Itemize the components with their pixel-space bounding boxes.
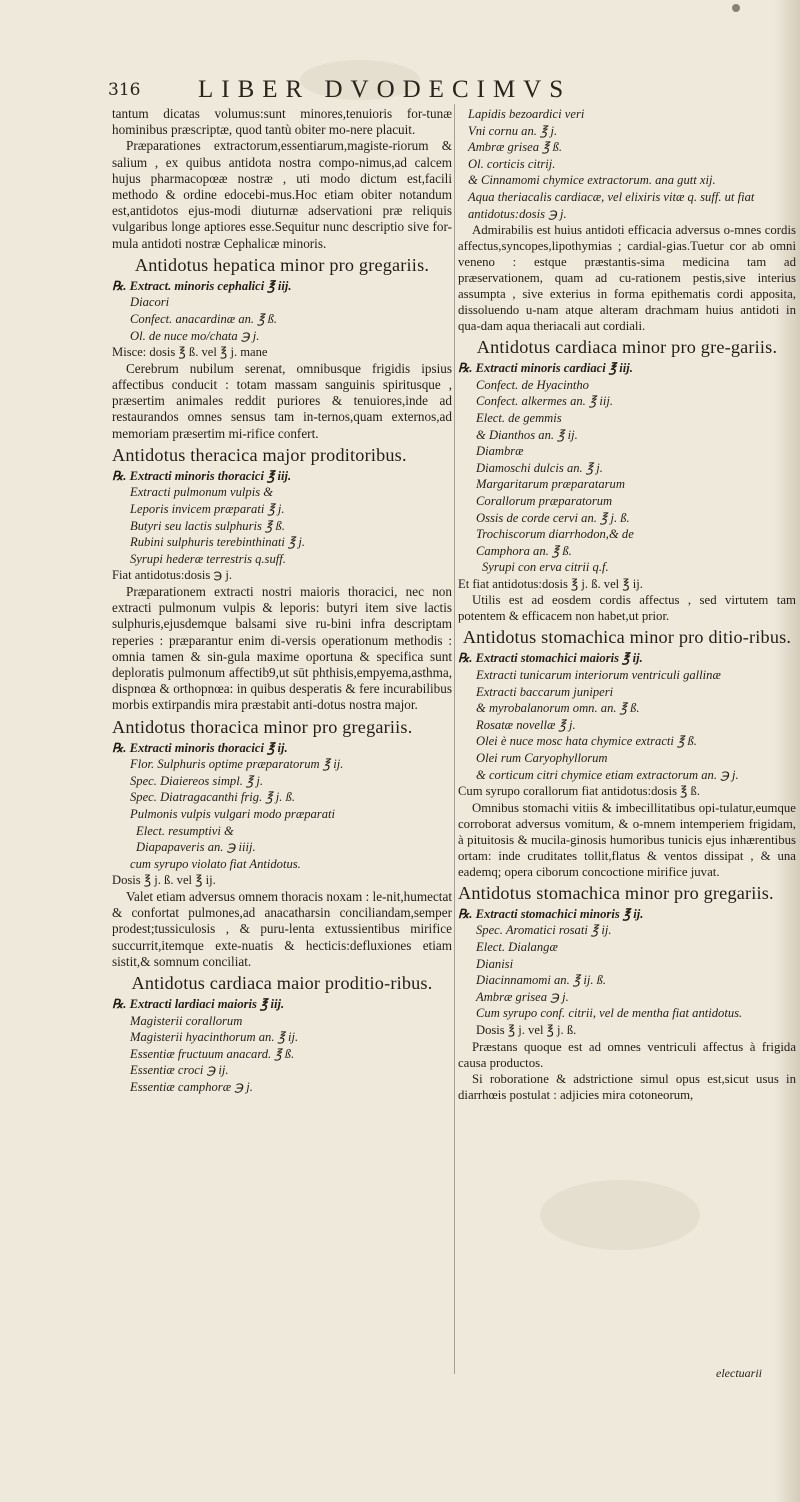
recipe-line: Confect. alkermes an. ℥ iij. bbox=[476, 394, 614, 409]
recipe-line: Elect. Dialangæ bbox=[476, 940, 558, 954]
recipe-list bbox=[458, 650, 796, 799]
recipe-line: Diambræ bbox=[476, 444, 524, 459]
ink-dot bbox=[732, 4, 740, 12]
recipe-line: Confect. anacardinæ an. ℥ ß. bbox=[130, 312, 278, 327]
recipe-line: Trochiscorum diarrhodon,& de bbox=[476, 527, 634, 542]
running-head: LIBER DVODECIMVS bbox=[198, 76, 572, 103]
recipe-list bbox=[458, 106, 796, 222]
recipe-list bbox=[112, 740, 452, 889]
recipe-line: Butyri seu lactis sulphuris ℥ ß. bbox=[130, 518, 285, 533]
recipe-line: & myrobalanorum omn. an. ℥ ß. bbox=[476, 701, 640, 716]
recipe-line: & Dianthos an. ℥ ij. bbox=[476, 427, 578, 442]
recipe-line: Ossis de corde cervi an. ℥ j. ß. bbox=[476, 510, 630, 525]
recipe-list bbox=[458, 360, 796, 592]
recipe-line: Elect. resumptivi & bbox=[136, 823, 234, 838]
recipe-line: Syrupi hederæ terrestris q.suff. bbox=[130, 551, 286, 566]
paragraph: Omnibus stomachi vitiis & imbecillitatibus opi-tulatur,eumque corroborat adversus vomitum, & o-mnem intemperiem frigidam, à pituitosis & mucila-ginosis humoribus tunicis ejus inhærentibus ortam: inde cruditates tollit,flatus & ventos dissipat , & una eademq; opera ciborum concoctione mirifice juvat. bbox=[458, 800, 796, 879]
recipe-line: Essentiæ fructuum anacard. ℥ ß. bbox=[130, 1046, 295, 1061]
section-heading: Antidotus hepatica minor pro gregariis. bbox=[134, 254, 430, 275]
recipe-line: ℞. Extracti minoris thoracici ℥ ij. bbox=[112, 740, 288, 755]
paragraph: Admirabilis est huius antidoti efficacia adversus o-mnes cordis affectus,syncopes,lipothymias ; cardial-gias.Tuetur cor ab omni veneno : estque præstantis-sima medicina tam ad præservationem, quam ad cu-rationem pestis,sive interius assumpta , sive exterius in forma epithematis cordi apposita, dissoluendo u-nam atque alteram drachmam huius antidoti in qua-dam aqua theriacali aut cordiali. bbox=[458, 223, 796, 334]
recipe-line: ℞. Extract. minoris cephalici ℥ iij. bbox=[112, 278, 292, 293]
recipe-line: Elect. de gemmis bbox=[476, 410, 562, 425]
recipe-line: Rubini sulphuris terebinthinati ℥ j. bbox=[130, 535, 306, 550]
recipe-line: & corticum citri chymice etiam extractorum an. ℈ j. bbox=[476, 767, 739, 782]
paragraph: Valet etiam adversus omnem thoracis noxam : le-nit,humectat & confortat pulmones,ad anacatharsin conciliandam,semper prodest;tussiculosis , & puru-lenta extussientibus mirifice succurrit,itemque exte-nuatis & hecticis:defluxiones etiam sistit,& somnum conciliat. bbox=[112, 888, 452, 969]
section-heading: Antidotus thoracica minor pro gregariis. bbox=[112, 716, 413, 737]
section-heading: Antidotus stomachica minor pro ditio-ribus. bbox=[462, 627, 792, 648]
recipe-line: Lapidis bezoardici veri bbox=[468, 107, 585, 121]
recipe-list bbox=[112, 468, 452, 584]
recipe-line: Extracti tunicarum interiorum ventriculi gallinæ bbox=[476, 668, 721, 683]
recipe-line: & Cinnamomi chymice extractorum. ana gutt xij. bbox=[468, 173, 716, 188]
catchword: electuarii bbox=[716, 1366, 762, 1380]
recipe-line: Leporis invicem præparati ℥ j. bbox=[130, 502, 285, 516]
recipe-line: Dianisi bbox=[476, 956, 514, 971]
recipe-line: Dosis ℥ j. vel ℥ j. ß. bbox=[476, 1022, 577, 1037]
paragraph: Utilis est ad eosdem cordis affectus , sed virtutem tam potentem & efficacem non habet,ut prior. bbox=[458, 593, 796, 624]
column-rule bbox=[454, 104, 455, 1374]
recipe-line: cum syrupo violato fiat Antidotus. bbox=[130, 856, 301, 871]
left-column bbox=[112, 106, 452, 1096]
recipe-line: Confect. de Hyacintho bbox=[476, 377, 589, 392]
paper-stain bbox=[540, 1180, 700, 1250]
recipe-line: ℞. Extracti stomachici maioris ℥ ij. bbox=[458, 651, 643, 666]
recipe-line: Ol. de nuce mo/chata ℈ j. bbox=[130, 328, 260, 343]
recipe-line: ℞. Extracti minoris cardiaci ℥ iij. bbox=[458, 361, 633, 376]
recipe-line: Ambræ grisea ℈ j. bbox=[476, 989, 569, 1004]
recipe-line: Pulmonis vulpis vulgari modo præparati bbox=[130, 806, 336, 821]
recipe-line: Diacori bbox=[130, 295, 170, 310]
section-heading: Antidotus cardiaca minor pro gre-gariis. bbox=[476, 337, 778, 358]
recipe-list bbox=[112, 996, 452, 1096]
recipe-line: Cum syrupo conf. citrii, vel de mentha fiat antidotus. bbox=[476, 1006, 743, 1021]
recipe-line: Margaritarum præparatarum bbox=[476, 477, 625, 492]
paragraph: Præparationes extractorum,essentiarum,magiste-riorum & salium , ex quibus antidota nostra compo-nimus,ad calcem hujus pharmacopœæ nostræ , uti modo dictum est,facili methodo & ordine edocebi-mus.Hoc etiam obiter notandum est,antidotos ejus-modi diuturnæ adservationi præ reliquis vulgaribus longe aptiores esse.Sequitur nunc descriptio sive for-mula antidoti nostræ Cephalicæ minoris. bbox=[112, 138, 452, 251]
recipe-line: Camphora an. ℥ ß. bbox=[476, 543, 572, 558]
recipe-line: Olei rum Caryophyllorum bbox=[476, 751, 608, 766]
recipe-list bbox=[112, 278, 452, 361]
recipe-line: Et fiat antidotus:dosis ℥ j. ß. vel ℥ ij. bbox=[458, 576, 643, 591]
recipe-line: Ambræ grisea ℥ ß. bbox=[468, 140, 563, 155]
recipe-line: Essentiæ camphoræ ℈ j. bbox=[130, 1079, 253, 1094]
paragraph: Si roboratione & adstrictione simul opus est,sicut usus in diarrhœis postulat : adjicies mira cotoneorum, bbox=[458, 1071, 796, 1102]
recipe-line: Extracti pulmonum vulpis & bbox=[130, 485, 274, 500]
recipe-line: Misce: dosis ℥ ß. vel ℥ j. mane bbox=[112, 345, 268, 360]
paragraph: Præparationem extracti nostri maioris thoracici, nec non extracti pulmonum vulpis & leporis: butyri item sive lactis sulphuris,ejusdemque balsami sive ru-bini infra descriptam reperies : præparantur enim di-versis operationum methodis : omnia tamen & sin-gula maxime oportuna & specifica sunt deploratis pulmonum affectib9,ut sūt phthisis,empyema,asthma, dispnœa & orthopnœa: in quibus desperatis & fere incurabilibus morbis extirpandis mira præstabit anti-dotus nostra major. bbox=[112, 583, 452, 713]
recipe-line: Spec. Diatragacanthi frig. ℥ j. ß. bbox=[130, 790, 296, 805]
recipe-line: Extracti baccarum juniperi bbox=[476, 684, 614, 699]
recipe-line: Syrupi con erva citrii q.f. bbox=[482, 560, 609, 575]
recipe-line: Aqua theriacalis cardiacæ, vel elixiris vitæ q. suff. ut fiat antidotus:dosis ℈ j. bbox=[468, 189, 755, 221]
paragraph: Præstans quoque est ad omnes ventriculi affectus à frigida causa productos. bbox=[458, 1039, 796, 1070]
recipe-line: ℞. Extracti lardiaci maioris ℥ iij. bbox=[112, 996, 285, 1011]
recipe-list bbox=[458, 906, 796, 1039]
recipe-line: Cum syrupo corallorum fiat antidotus:dosis ℥ ß. bbox=[458, 784, 700, 799]
recipe-line: Diapapaveris an. ℈ iiij. bbox=[136, 840, 256, 855]
recipe-line: Diamoschi dulcis an. ℥ j. bbox=[476, 460, 603, 475]
section-heading: Antidotus theracica major proditoribus. bbox=[112, 444, 407, 465]
recipe-line: Corallorum præparatorum bbox=[476, 493, 613, 508]
recipe-line: ℞. Extracti stomachici minoris ℥ ij. bbox=[458, 906, 644, 921]
paragraph: Cerebrum nubilum serenat, omnibusque frigidis ipsius affectibus conducit : totam massam sanguinis spiritusque , præsertim animales reddit puriores & tenuiores,inde ad restaurandos omnes sensus tam in-ternos,quam externos,ad memoriam præsertim mi-rifice confert. bbox=[112, 360, 452, 441]
folio-number: 316 bbox=[108, 80, 141, 100]
recipe-line: Vni cornu an. ℥ j. bbox=[468, 123, 558, 138]
paragraph: tantum dicatas volumus:sunt minores,tenuioris for-tunæ hominibus præscriptæ, quod tantù obiter mo-nere placuit. bbox=[112, 106, 452, 138]
recipe-line: Spec. Diaiereos simpl. ℥ j. bbox=[130, 773, 264, 788]
right-column bbox=[458, 106, 796, 1103]
recipe-line: Dosis ℥ j. ß. vel ℥ ij. bbox=[112, 873, 216, 888]
recipe-line: Rosatæ novellæ ℥ j. bbox=[476, 717, 576, 732]
recipe-line: Magisterii corallorum bbox=[130, 1013, 243, 1028]
section-heading: Antidotus cardiaca maior proditio-ribus. bbox=[131, 972, 433, 993]
recipe-line: Diacinnamomi an. ℥ ij. ß. bbox=[476, 973, 607, 988]
recipe-line: Fiat antidotus:dosis ℈ j. bbox=[112, 568, 233, 583]
recipe-line: Magisterii hyacinthorum an. ℥ ij. bbox=[130, 1030, 299, 1045]
recipe-line: Spec. Aromatici rosati ℥ ij. bbox=[476, 923, 612, 938]
recipe-line: Olei è nuce mosc hata chymice extracti ℥ ß. bbox=[476, 734, 697, 749]
recipe-line: Flor. Sulphuris optime præparatorum ℥ ij. bbox=[130, 757, 344, 772]
recipe-line: Essentiæ croci ℈ ij. bbox=[130, 1063, 229, 1078]
page-header bbox=[108, 78, 628, 104]
recipe-line: ℞. Extracti minoris thoracici ℥ iij. bbox=[112, 468, 292, 483]
recipe-line: Ol. corticis citrij. bbox=[468, 156, 556, 171]
section-heading: Antidotus stomachica minor pro gregariis. bbox=[458, 882, 774, 903]
